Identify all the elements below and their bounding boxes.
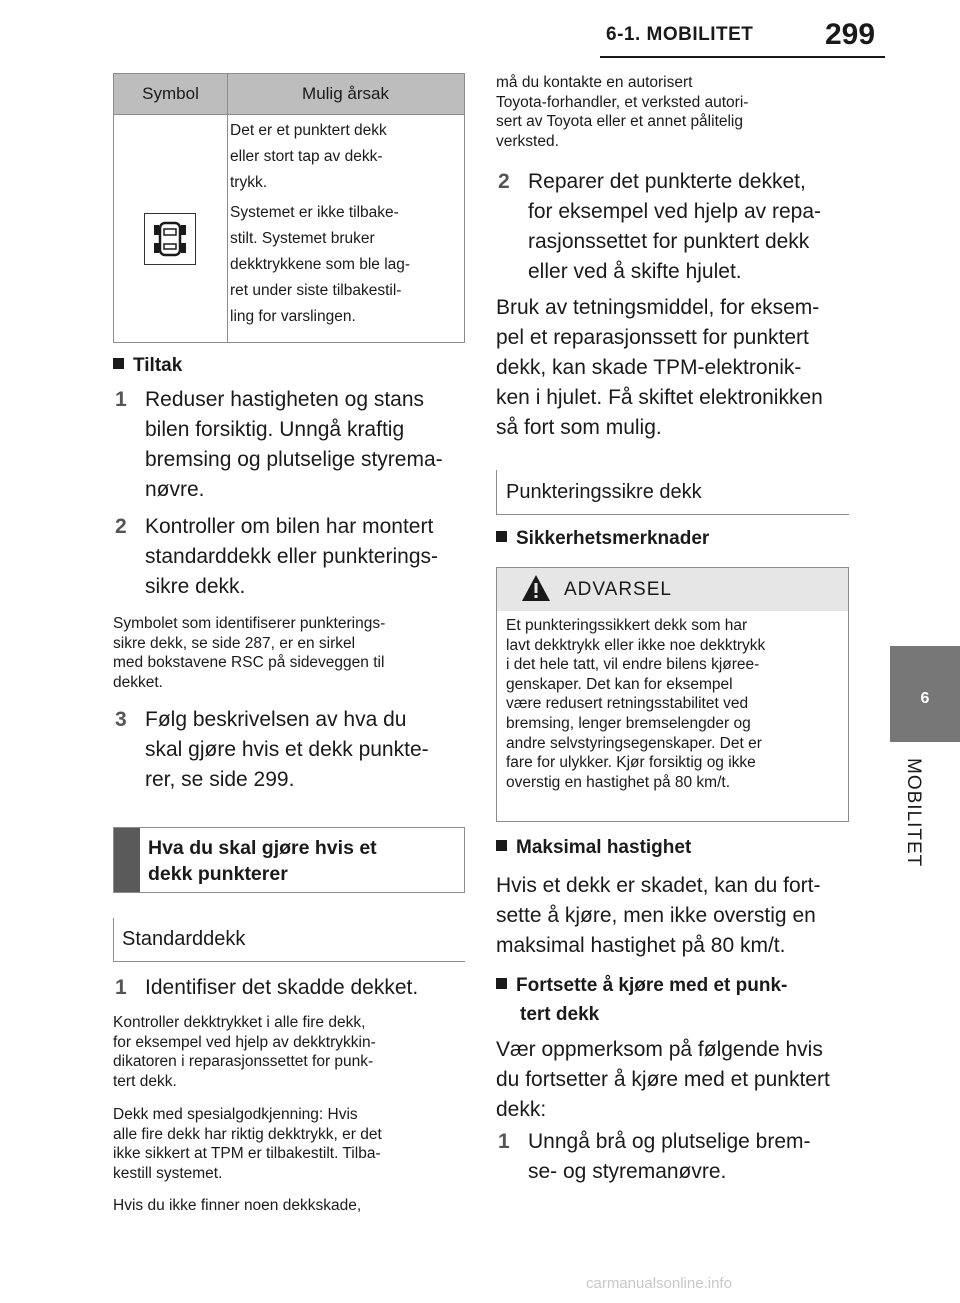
paragraph-check-pressure: Kontroller dekktrykket i alle fire dekk, for eksempel ved hjelp av dekktrykkin- dikatoren i reparasjonssettet for punk- tert dekk.	[113, 1014, 376, 1090]
section-heading: Hva du skal gjøre hvis et dekk punkterer	[148, 837, 377, 885]
heading-underline	[496, 514, 849, 515]
heading-bar	[113, 918, 114, 961]
table-header-cause: Mulig årsak	[302, 84, 389, 103]
header-rule	[600, 56, 885, 58]
watermark: carmanualsonline.info	[586, 1275, 732, 1292]
rsc-note: Symbolet som identifiserer punkterings- sikre dekk, se side 287, er en sirkel med bokstavene RSC på sideveggen til dekket.	[113, 615, 386, 691]
section-heading-bar	[114, 828, 140, 892]
table-cause-2: Systemet er ikke tilbake- stilt. Systemet bruker dekktrykkene som ble lag- ret under siste tilbakestil- ling for varslingen.	[230, 204, 411, 325]
std-step-1: 1 Identifiser det skadde dekket.	[115, 976, 419, 999]
paragraph-no-damage: Hvis du ikke finner noen dekkskade,	[113, 1197, 362, 1214]
page-number: 299	[825, 18, 876, 51]
warning-text: Et punkteringssikkert dekk som har lavt dekktrykk eller ikke noe dekktrykk i det hele tatt, vil endre bilens kjøree- genskaper. Det kan for eksempel være redusert retningsstabilitet ved bremsing, lenger bremselengder og andre selvstyringsegenskaper. Det er fare for ulykker. Kjør forsiktig og ikke overstig en hastighet på 80 km/t.	[506, 617, 766, 791]
paragraph-continue: Vær oppmerksom på følgende hvis du fortsetter å kjøre med et punktert dekk:	[496, 1038, 830, 1121]
chapter-label: MOBILITET	[903, 758, 924, 868]
warning-triangle-icon	[521, 574, 551, 607]
heading-bar	[496, 470, 497, 514]
paragraph-contact-dealer: må du kontakte en autorisert Toyota-forhandler, et verksted autori- sert av Toyota eller et annet pålitelig verksted.	[496, 74, 749, 150]
table-header-symbol: Symbol	[142, 84, 199, 103]
chapter-number: 6	[920, 690, 930, 707]
table-divider	[114, 114, 464, 115]
paragraph-special-tires: Dekk med spesialgodkjenning: Hvis alle fire dekk har riktig dekktrykk, er det ikke sikkert at TPM er tilbakestilt. Tilba- kestill systemet.	[113, 1106, 382, 1182]
section-title: 6-1. MOBILITET	[606, 24, 754, 45]
heading-underline	[113, 961, 465, 962]
paragraph-max-speed: Hvis et dekk er skadet, kan du fort- sette å kjøre, men ikke overstig en maksimal hastighet på 80 km/t.	[496, 874, 821, 957]
tiltak-heading: Tiltak	[113, 355, 182, 377]
max-speed-heading: Maksimal hastighet	[496, 837, 691, 859]
safety-heading: Sikkerhetsmerknader	[496, 528, 709, 550]
symbol-table	[113, 73, 465, 343]
right-step-1: 1 Unngå brå og plutselige brem- se- og styremanøvre.	[498, 1130, 811, 1183]
right-step-2: 2 Reparer det punkterte dekket, for eksempel ved hjelp av repa- rasjonssettet for punktert dekk eller ved å skifte hjulet.	[498, 170, 821, 283]
continue-driving-heading: Fortsette å kjøre med et punk- tert dekk	[496, 971, 787, 1029]
warning-title: ADVARSEL	[564, 579, 672, 600]
runflat-heading: Punkteringssikre dekk	[506, 481, 702, 503]
section-heading-box	[113, 827, 465, 893]
warning-box	[496, 567, 849, 822]
table-cause-1: Det er et punktert dekk eller stort tap av dekk- trykk.	[230, 122, 387, 191]
step-2: 2 Kontroller om bilen har montert standarddekk eller punkterings- sikre dekk.	[115, 515, 438, 598]
standard-tires-heading: Standarddekk	[122, 928, 246, 950]
paragraph-sealant: Bruk av tetningsmiddel, for eksem- pel et reparasjonssett for punktert dekk, kan skade TPM-elektronik- ken i hjulet. Få skiftet elektronikken så fort som mulig.	[496, 296, 823, 439]
step-1: 1 Reduser hastigheten og stans bilen forsiktig. Unngå kraftig bremsing og plutselige styrema- nøvre.	[115, 388, 443, 501]
tire-pressure-warning-icon	[144, 213, 196, 265]
step-3: 3 Følg beskrivelsen av hva du skal gjøre hvis et dekk punkte- rer, se side 299.	[115, 708, 429, 791]
